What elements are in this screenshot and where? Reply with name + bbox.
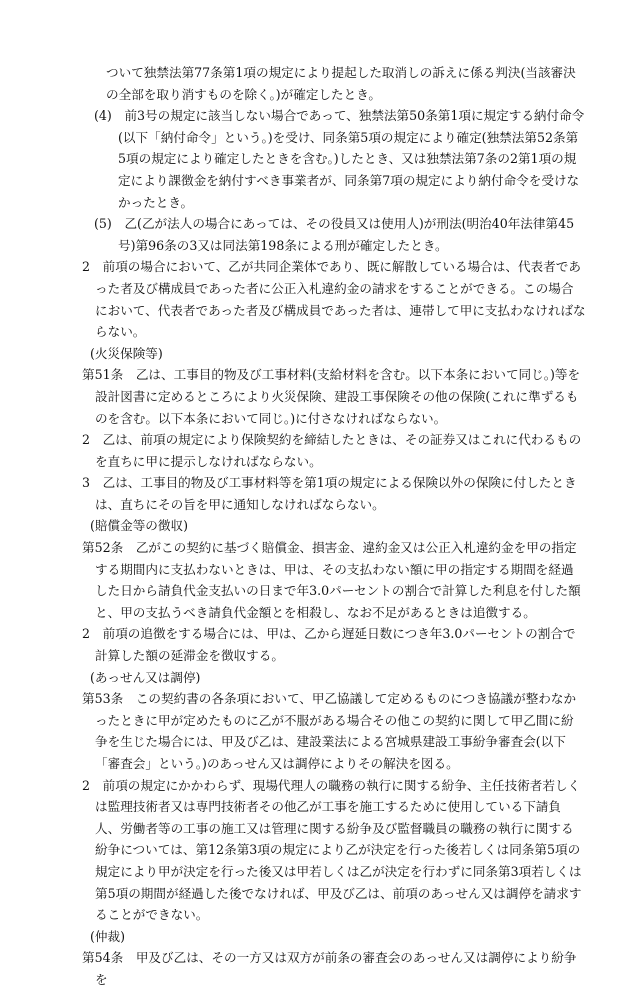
- paragraph-text: 前3号の規定に該当しない場合であって、独禁法第50条第1項に規定する納付命令(以下「納付命令」という。)を受け、同条第5項の規定により確定(独禁法第52条第5項の規定により確定したときを含む。)したとき、又は独禁法第7条の2第1項の規定により課徴金を納付すべき事業者が、同条第7項の規定により納付命令を受けなかったとき。: [118, 108, 585, 210]
- numbered-paragraph: [82, 472, 586, 515]
- numbered-paragraph: [82, 256, 586, 342]
- list-item: [82, 105, 586, 213]
- item-number: (4): [94, 108, 112, 124]
- paragraph-number: 3: [82, 475, 91, 491]
- paragraph-text: 前項の規定にかかわらず、現場代理人の職務の執行に関する紛争、主任技術者若しくは監理技術者又は専門技術者その他乙が工事を施工するために使用している下請負人、労働者等の工事の施工又は管理に関する紛争及び監督職員の職務の執行に関する紛争については、第12条第3項の規定により乙が決定を行った後若しくは同条第5項の規定により甲が決定を行った後又は甲若しくは乙が決定を行わずに同条第3項若しくは第5項の期間が経過した後でなければ、甲及び乙は、前項のあっせん又は調停を請求することができない。: [95, 777, 582, 923]
- paragraph-text: 乙がこの契約に基づく賠償金、損害金、違約金又は公正入札違約金を甲の指定する期間内に支払わないときは、甲は、その支払わない額に甲の指定する期間を経過した日から請負代金支払いの日まで年3.0パーセントの割合で計算した利息を付した額と、甲の支払うべき請負代金額とを相殺し、なお不足があるときは追徴する。: [95, 540, 581, 620]
- article-paragraph: [82, 947, 586, 990]
- paragraph-text: 甲及び乙は、その一方又は双方が前条の審査会のあっせん又は調停により紛争を: [95, 950, 577, 987]
- paragraph-number: 2: [82, 777, 91, 793]
- paragraph-number: 2: [82, 259, 91, 275]
- paragraph-text: ついて独禁法第77条第1項の規定により提起した取消しの訴えに係る判決(当該審決の全部を取り消すものを除く。)が確定したとき。: [106, 65, 576, 102]
- article-paragraph: [82, 364, 586, 429]
- list-item: [82, 213, 586, 256]
- section-heading: (火災保険等): [90, 345, 163, 361]
- article-number: 第53条: [82, 691, 124, 707]
- paragraph-text: 乙は、工事目的物及び工事材料(支給材料を含む。以下本条において同じ。)等を設計図書に定めるところにより火災保険、建設工事保険その他の保険(これに準ずるものを含む。以下本条において同じ。)に付さなければならない。: [95, 367, 581, 426]
- article-number: 第54条: [82, 950, 124, 966]
- paragraph-text: 前項の場合において、乙が共同企業体であり、既に解散している場合は、代表者であった者及び構成員であった者に公正入札違約金の請求をすることができる。この場合において、代表者であった者及び構成員であった者は、連帯して甲に支払わなければならない。: [95, 259, 586, 340]
- section-heading: (仲裁): [90, 928, 126, 944]
- paragraph-text: 乙は、工事目的物及び工事材料等を第1項の規定による保険以外の保険に付したときは、直ちにその旨を甲に通知しなければならない。: [95, 475, 577, 512]
- paragraph-text: 乙(乙が法人の場合にあっては、その役員又は使用人)が刑法(明治40年法律第45号)第96条の3又は同法第198条による刑が確定したとき。: [118, 216, 575, 253]
- paragraph-number: 2: [82, 626, 91, 642]
- numbered-paragraph: [82, 775, 586, 926]
- article-paragraph: [82, 688, 586, 774]
- section-heading: (あっせん又は調停): [90, 669, 201, 685]
- numbered-paragraph: [82, 623, 586, 666]
- paragraph-text: 前項の追徴をする場合には、甲は、乙から遅延日数につき年3.0パーセントの割合で計算した額の延滞金を徴収する。: [95, 626, 576, 664]
- continuation-text: [82, 62, 586, 105]
- paragraph-text: この契約書の各条項において、甲乙協議して定めるものにつき協議が整わなかったときに甲が定めたものに乙が不服がある場合その他この契約に関して甲乙間に紛争を生じた場合には、甲及び乙は、建設業法による宮城県建設工事紛争審査会(以下「審査会」という。)のあっせん又は調停によりその解決を図る。: [95, 691, 577, 771]
- section-heading: (賠償金等の徴収): [90, 518, 188, 534]
- article-number: 第52条: [82, 540, 124, 556]
- article-paragraph: [82, 537, 586, 623]
- paragraph-text: 乙は、前項の規定により保険契約を締結したときは、その証券又はこれに代わるものを直ちに甲に提示しなければならない。: [95, 432, 582, 469]
- item-number: (5): [94, 216, 112, 232]
- paragraph-number: 2: [82, 432, 91, 448]
- article-number: 第51条: [82, 367, 124, 383]
- numbered-paragraph: [82, 429, 586, 472]
